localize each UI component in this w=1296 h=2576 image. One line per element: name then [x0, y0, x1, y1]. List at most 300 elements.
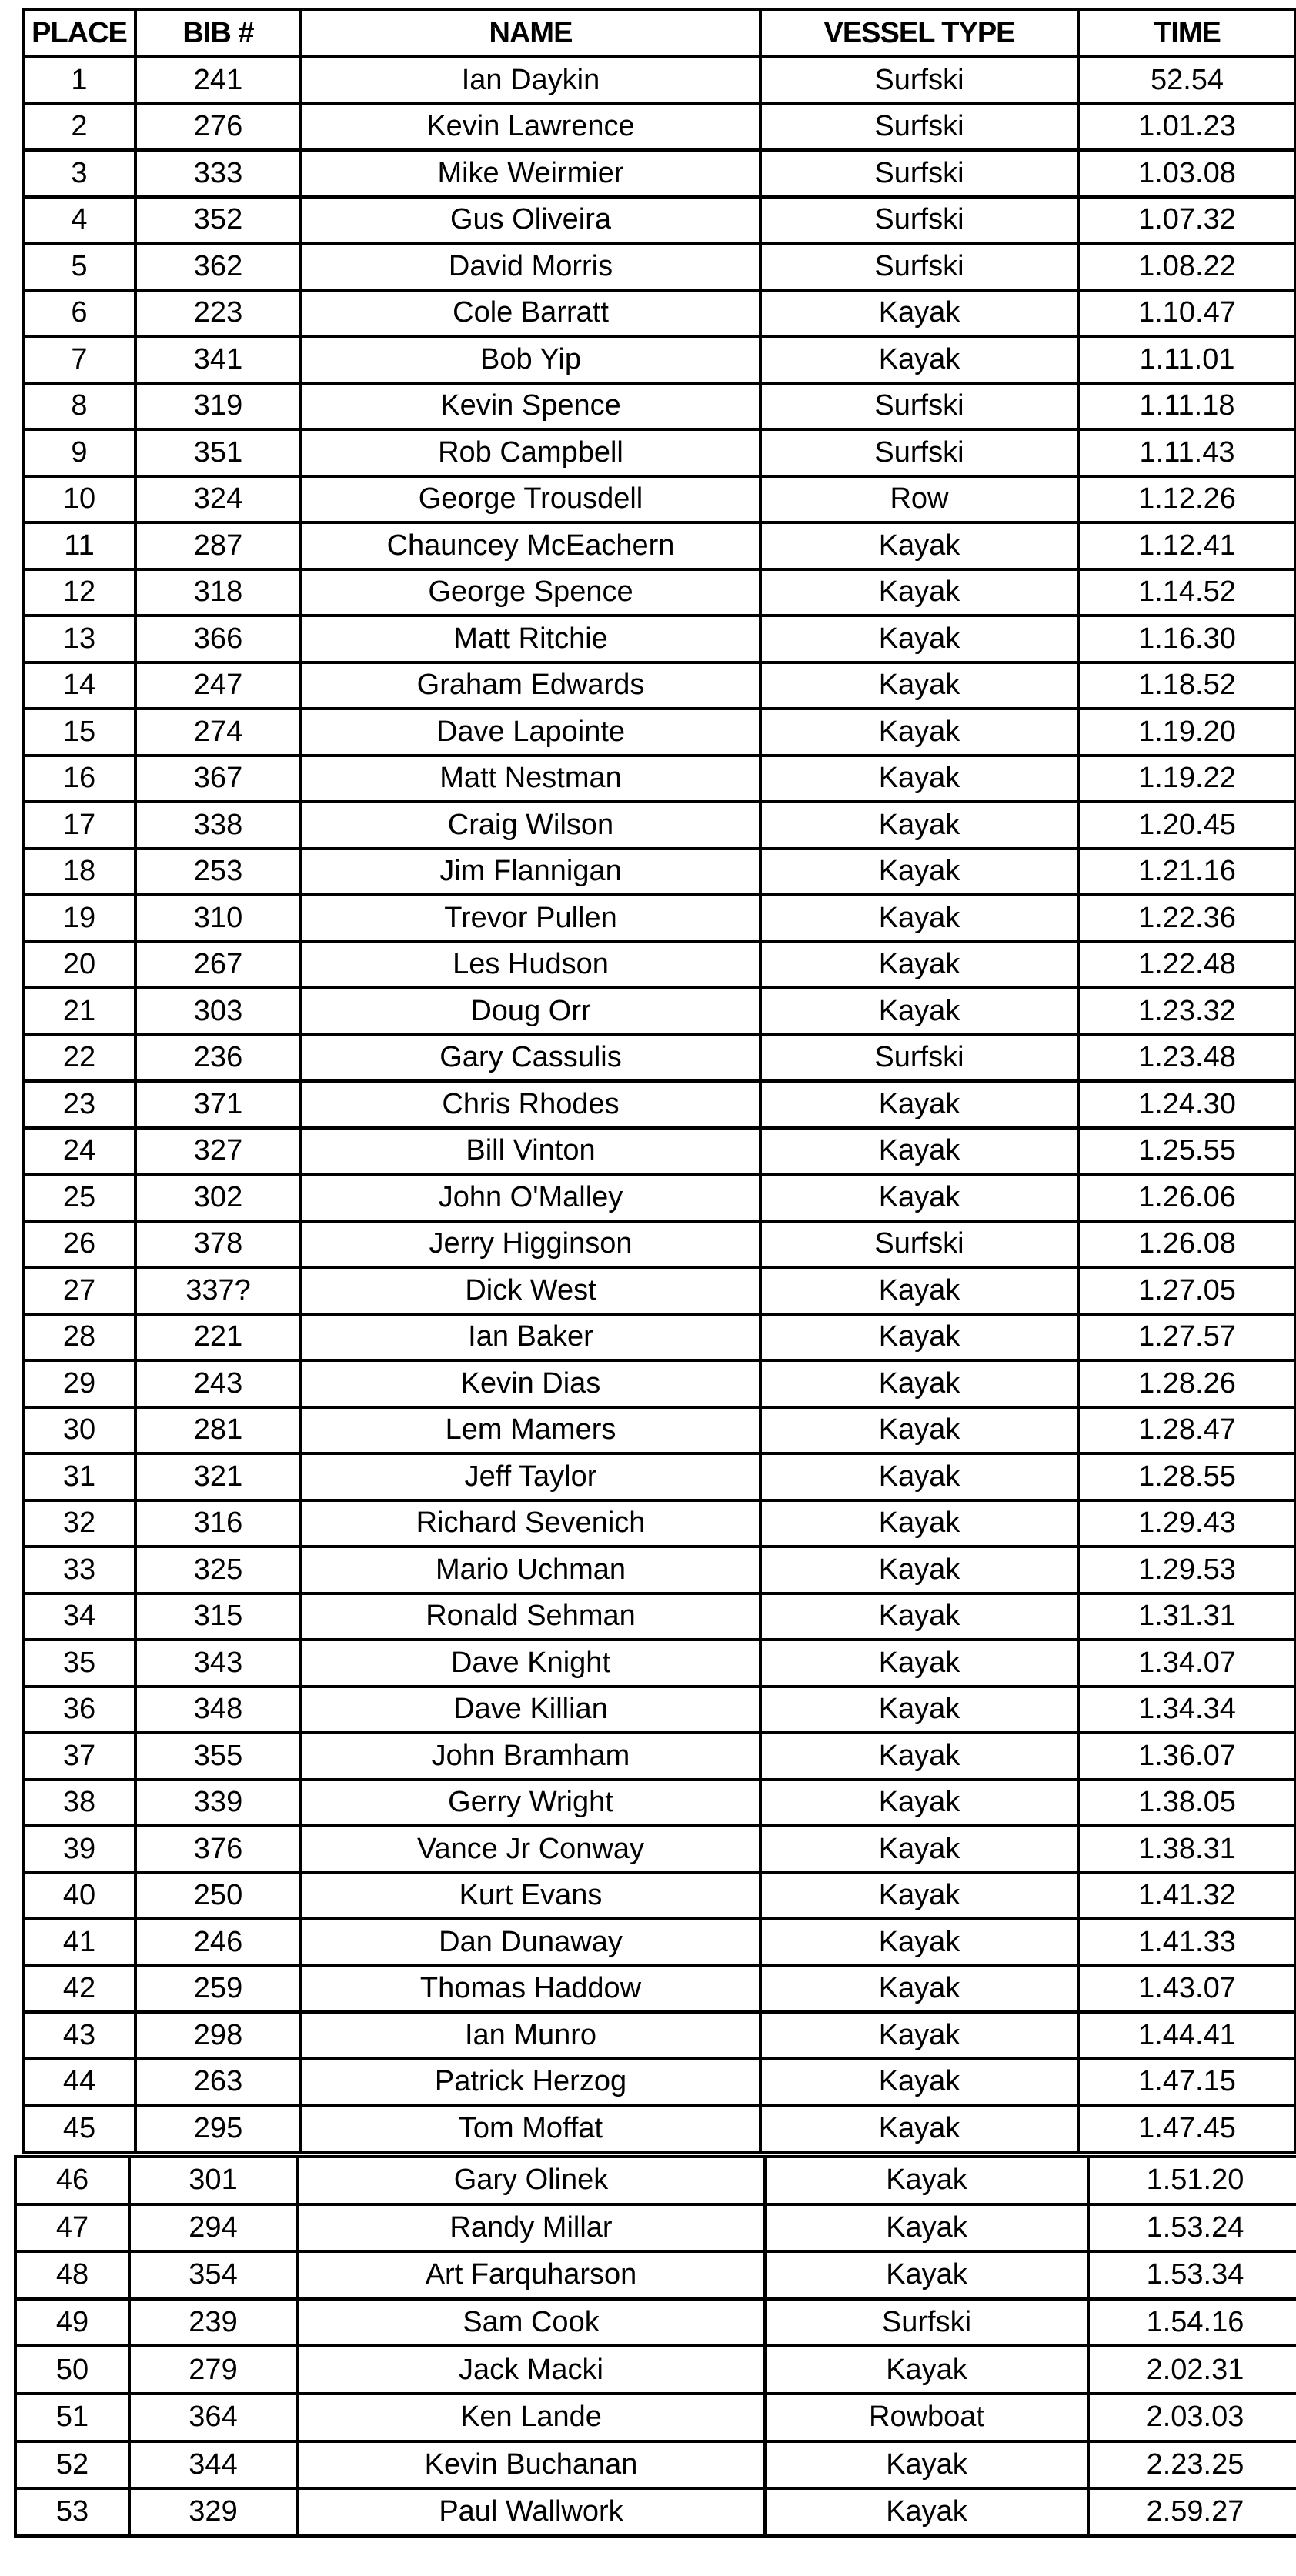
place-cell: 33 — [23, 1547, 135, 1593]
vessel-type-cell: Surfski — [760, 57, 1078, 104]
place-cell: 12 — [23, 569, 135, 616]
bib-cell: 321 — [135, 1453, 301, 1500]
place-cell: 6 — [23, 290, 135, 337]
table-row — [23, 2012, 1296, 2059]
place-cell: 32 — [23, 1500, 135, 1547]
name-cell: Mario Uchman — [301, 1547, 760, 1593]
place-cell: 44 — [23, 2059, 135, 2106]
time-cell: 1.44.41 — [1078, 2012, 1296, 2059]
table-row — [15, 2441, 1296, 2489]
time-cell: 1.38.05 — [1078, 1780, 1296, 1827]
table-row — [23, 57, 1296, 104]
time-cell: 1.29.43 — [1078, 1500, 1296, 1547]
name-cell: John O'Malley — [301, 1174, 760, 1221]
table-row — [15, 2346, 1296, 2394]
time-cell: 1.18.52 — [1078, 662, 1296, 709]
vessel-type-cell: Kayak — [760, 895, 1078, 942]
table-row — [23, 1081, 1296, 1128]
place-cell: 24 — [23, 1128, 135, 1175]
place-cell: 14 — [23, 662, 135, 709]
place-cell: 50 — [15, 2346, 129, 2394]
place-cell: 37 — [23, 1733, 135, 1780]
bib-cell: 250 — [135, 1873, 301, 1920]
vessel-type-cell: Kayak — [760, 1314, 1078, 1361]
name-cell: Graham Edwards — [301, 662, 760, 709]
name-cell: Sam Cook — [297, 2299, 765, 2347]
vessel-type-cell: Kayak — [760, 1360, 1078, 1407]
table-row — [23, 1500, 1296, 1547]
table-row — [23, 1453, 1296, 1500]
time-cell: 1.12.26 — [1078, 476, 1296, 523]
time-cell: 1.11.01 — [1078, 336, 1296, 383]
time-cell: 1.21.16 — [1078, 849, 1296, 896]
table-row — [23, 1407, 1296, 1454]
vessel-type-cell: Kayak — [760, 756, 1078, 802]
time-cell: 1.19.20 — [1078, 709, 1296, 756]
table-row — [23, 290, 1296, 337]
table-row — [23, 1687, 1296, 1733]
table-row — [23, 2059, 1296, 2106]
table-row — [23, 849, 1296, 896]
time-cell: 1.36.07 — [1078, 1733, 1296, 1780]
table-row — [23, 756, 1296, 802]
time-cell: 2.23.25 — [1088, 2441, 1296, 2489]
table-row — [23, 197, 1296, 244]
time-cell: 1.23.32 — [1078, 988, 1296, 1035]
vessel-type-cell: Kayak — [765, 2157, 1088, 2204]
name-cell: Les Hudson — [301, 942, 760, 989]
place-cell: 8 — [23, 383, 135, 430]
place-cell: 29 — [23, 1360, 135, 1407]
bib-cell: 348 — [135, 1687, 301, 1733]
vessel-type-cell: Kayak — [760, 1128, 1078, 1175]
name-cell: Art Farquharson — [297, 2251, 765, 2299]
bib-cell: 303 — [135, 988, 301, 1035]
table-row — [23, 1966, 1296, 2013]
place-cell: 16 — [23, 756, 135, 802]
time-cell: 1.38.31 — [1078, 1826, 1296, 1873]
table-row — [23, 522, 1296, 569]
vessel-type-cell: Kayak — [765, 2441, 1088, 2489]
time-cell: 1.53.34 — [1088, 2251, 1296, 2299]
bib-cell: 281 — [135, 1407, 301, 1454]
time-cell: 1.34.07 — [1078, 1640, 1296, 1687]
bib-cell: 341 — [135, 336, 301, 383]
vessel-type-cell: Kayak — [760, 290, 1078, 337]
time-cell: 1.27.57 — [1078, 1314, 1296, 1361]
time-cell: 1.41.33 — [1078, 1919, 1296, 1966]
time-cell: 1.47.45 — [1078, 2105, 1296, 2152]
place-cell: 19 — [23, 895, 135, 942]
place-cell: 47 — [15, 2204, 129, 2252]
table-row — [23, 1640, 1296, 1687]
time-cell: 1.29.53 — [1078, 1547, 1296, 1593]
time-cell: 1.25.55 — [1078, 1128, 1296, 1175]
bib-cell: 366 — [135, 616, 301, 662]
bib-cell: 362 — [135, 243, 301, 290]
bib-cell: 267 — [135, 942, 301, 989]
vessel-type-cell: Kayak — [760, 662, 1078, 709]
time-cell: 1.08.22 — [1078, 243, 1296, 290]
name-cell: John Bramham — [301, 1733, 760, 1780]
time-cell: 1.22.36 — [1078, 895, 1296, 942]
bib-cell: 367 — [135, 756, 301, 802]
name-cell: Kevin Lawrence — [301, 104, 760, 151]
name-cell: Thomas Haddow — [301, 1966, 760, 2013]
time-cell: 1.16.30 — [1078, 616, 1296, 662]
name-cell: Cole Barratt — [301, 290, 760, 337]
table-row — [23, 104, 1296, 151]
bib-cell: 333 — [135, 150, 301, 197]
bib-cell: 246 — [135, 1919, 301, 1966]
table-row — [23, 1826, 1296, 1873]
table-row — [23, 1547, 1296, 1593]
vessel-type-cell: Surfski — [760, 197, 1078, 244]
table-row — [23, 1593, 1296, 1640]
table-row — [23, 616, 1296, 662]
name-cell: Trevor Pullen — [301, 895, 760, 942]
bib-cell: 247 — [135, 662, 301, 709]
place-cell: 39 — [23, 1826, 135, 1873]
vessel-type-cell: Kayak — [760, 1407, 1078, 1454]
place-cell: 15 — [23, 709, 135, 756]
vessel-type-cell: Kayak — [765, 2251, 1088, 2299]
time-cell: 1.28.47 — [1078, 1407, 1296, 1454]
bib-cell: 295 — [135, 2105, 301, 2152]
name-cell: David Morris — [301, 243, 760, 290]
table-row — [23, 1035, 1296, 1082]
time-cell: 1.23.48 — [1078, 1035, 1296, 1082]
place-cell: 41 — [23, 1919, 135, 1966]
table-row — [23, 383, 1296, 430]
results-table-continuation — [14, 2155, 1296, 2538]
vessel-type-cell: Kayak — [760, 1826, 1078, 1873]
vessel-type-cell: Kayak — [765, 2204, 1088, 2252]
bib-cell: 352 — [135, 197, 301, 244]
table-row — [15, 2251, 1296, 2299]
table-row — [15, 2299, 1296, 2347]
vessel-type-cell: Kayak — [760, 1453, 1078, 1500]
table-row — [15, 2157, 1296, 2204]
bib-cell: 343 — [135, 1640, 301, 1687]
table-row — [23, 709, 1296, 756]
vessel-type-cell: Kayak — [760, 522, 1078, 569]
place-cell: 17 — [23, 802, 135, 849]
vessel-type-cell: Kayak — [760, 1780, 1078, 1827]
time-cell: 2.59.27 — [1088, 2488, 1296, 2536]
name-cell: Jack Macki — [297, 2346, 765, 2394]
table-row — [23, 802, 1296, 849]
place-cell: 7 — [23, 336, 135, 383]
header-row — [23, 9, 1296, 57]
name-cell: Kevin Buchanan — [297, 2441, 765, 2489]
bib-cell: 259 — [135, 1966, 301, 2013]
time-cell: 1.34.34 — [1078, 1687, 1296, 1733]
name-cell: Jerry Higginson — [301, 1221, 760, 1268]
time-cell: 1.11.18 — [1078, 383, 1296, 430]
bib-cell: 301 — [129, 2157, 297, 2204]
bib-cell: 364 — [129, 2394, 297, 2441]
table-row — [23, 988, 1296, 1035]
place-cell: 30 — [23, 1407, 135, 1454]
place-cell: 21 — [23, 988, 135, 1035]
name-cell: Craig Wilson — [301, 802, 760, 849]
vessel-type-cell: Surfski — [760, 429, 1078, 476]
time-cell: 1.41.32 — [1078, 1873, 1296, 1920]
vessel-type-cell: Kayak — [760, 709, 1078, 756]
bib-cell: 351 — [135, 429, 301, 476]
bib-cell: 338 — [135, 802, 301, 849]
name-cell: George Trousdell — [301, 476, 760, 523]
table-row — [23, 150, 1296, 197]
time-cell: 1.47.15 — [1078, 2059, 1296, 2106]
table-row — [15, 2204, 1296, 2252]
time-cell: 1.14.52 — [1078, 569, 1296, 616]
bib-cell: 243 — [135, 1360, 301, 1407]
bib-cell: 221 — [135, 1314, 301, 1361]
bib-cell: 329 — [129, 2488, 297, 2536]
bib-cell: 318 — [135, 569, 301, 616]
place-cell: 40 — [23, 1873, 135, 1920]
name-cell: Ian Daykin — [301, 57, 760, 104]
bib-cell: 324 — [135, 476, 301, 523]
table-row — [23, 1873, 1296, 1920]
table-row — [23, 1919, 1296, 1966]
bib-cell: 315 — [135, 1593, 301, 1640]
name-cell: George Spence — [301, 569, 760, 616]
table-row — [15, 2488, 1296, 2536]
time-cell: 1.27.05 — [1078, 1267, 1296, 1314]
bib-cell: 302 — [135, 1174, 301, 1221]
place-cell: 13 — [23, 616, 135, 662]
time-cell: 1.26.08 — [1078, 1221, 1296, 1268]
vessel-type-cell: Kayak — [760, 1640, 1078, 1687]
bib-cell: 287 — [135, 522, 301, 569]
table-row — [23, 569, 1296, 616]
results-table — [22, 8, 1296, 2154]
results-table-continuation-body — [15, 2157, 1296, 2536]
vessel-type-cell: Kayak — [760, 1267, 1078, 1314]
name-cell: Chauncey McEachern — [301, 522, 760, 569]
vessel-type-cell: Surfski — [760, 243, 1078, 290]
table-row — [23, 336, 1296, 383]
place-cell: 22 — [23, 1035, 135, 1082]
table-row — [23, 1780, 1296, 1827]
table-row — [23, 1221, 1296, 1268]
place-cell: 20 — [23, 942, 135, 989]
name-cell: Doug Orr — [301, 988, 760, 1035]
place-cell: 3 — [23, 150, 135, 197]
bib-cell: 376 — [135, 1826, 301, 1873]
name-cell: Gary Cassulis — [301, 1035, 760, 1082]
time-cell: 1.51.20 — [1088, 2157, 1296, 2204]
time-cell: 1.01.23 — [1078, 104, 1296, 151]
table-row — [23, 1267, 1296, 1314]
bib-cell: 378 — [135, 1221, 301, 1268]
name-cell: Kevin Spence — [301, 383, 760, 430]
bib-cell: 263 — [135, 2059, 301, 2106]
time-cell: 1.20.45 — [1078, 802, 1296, 849]
bib-cell: 241 — [135, 57, 301, 104]
bib-cell: 319 — [135, 383, 301, 430]
vessel-type-cell: Surfski — [760, 1221, 1078, 1268]
vessel-type-cell: Kayak — [760, 1733, 1078, 1780]
column-header-time: TIME — [1078, 9, 1296, 57]
name-cell: Dave Killian — [301, 1687, 760, 1733]
table-row — [23, 476, 1296, 523]
name-cell: Lem Mamers — [301, 1407, 760, 1454]
vessel-type-cell: Surfski — [765, 2299, 1088, 2347]
name-cell: Ronald Sehman — [301, 1593, 760, 1640]
name-cell: Gerry Wright — [301, 1780, 760, 1827]
table-row — [23, 1128, 1296, 1175]
name-cell: Gus Oliveira — [301, 197, 760, 244]
table-row — [15, 2394, 1296, 2441]
table-row — [23, 2105, 1296, 2152]
time-cell: 1.31.31 — [1078, 1593, 1296, 1640]
vessel-type-cell: Kayak — [765, 2488, 1088, 2536]
name-cell: Ian Baker — [301, 1314, 760, 1361]
place-cell: 52 — [15, 2441, 129, 2489]
table-row — [23, 429, 1296, 476]
bib-cell: 253 — [135, 849, 301, 896]
name-cell: Jim Flannigan — [301, 849, 760, 896]
bib-cell: 371 — [135, 1081, 301, 1128]
table-row — [23, 662, 1296, 709]
place-cell: 46 — [15, 2157, 129, 2204]
time-cell: 1.26.06 — [1078, 1174, 1296, 1221]
bib-cell: 236 — [135, 1035, 301, 1082]
name-cell: Richard Sevenich — [301, 1500, 760, 1547]
vessel-type-cell: Kayak — [760, 802, 1078, 849]
bib-cell: 325 — [135, 1547, 301, 1593]
vessel-type-cell: Kayak — [760, 1593, 1078, 1640]
time-cell: 52.54 — [1078, 57, 1296, 104]
bib-cell: 276 — [135, 104, 301, 151]
time-cell: 1.07.32 — [1078, 197, 1296, 244]
bib-cell: 239 — [129, 2299, 297, 2347]
vessel-type-cell: Kayak — [760, 1547, 1078, 1593]
vessel-type-cell: Kayak — [765, 2346, 1088, 2394]
place-cell: 26 — [23, 1221, 135, 1268]
place-cell: 23 — [23, 1081, 135, 1128]
column-header-vessel-type: VESSEL TYPE — [760, 9, 1078, 57]
time-cell: 1.12.41 — [1078, 522, 1296, 569]
name-cell: Chris Rhodes — [301, 1081, 760, 1128]
place-cell: 25 — [23, 1174, 135, 1221]
vessel-type-cell: Kayak — [760, 2059, 1078, 2106]
place-cell: 11 — [23, 522, 135, 569]
time-cell: 1.43.07 — [1078, 1966, 1296, 2013]
name-cell: Vance Jr Conway — [301, 1826, 760, 1873]
time-cell: 1.28.26 — [1078, 1360, 1296, 1407]
vessel-type-cell: Kayak — [760, 1500, 1078, 1547]
column-header-place: PLACE — [23, 9, 135, 57]
bib-cell: 310 — [135, 895, 301, 942]
table-row — [23, 1314, 1296, 1361]
bib-cell: 294 — [129, 2204, 297, 2252]
vessel-type-cell: Surfski — [760, 1035, 1078, 1082]
vessel-type-cell: Row — [760, 476, 1078, 523]
place-cell: 51 — [15, 2394, 129, 2441]
time-cell: 2.02.31 — [1088, 2346, 1296, 2394]
vessel-type-cell: Kayak — [760, 1687, 1078, 1733]
name-cell: Randy Millar — [297, 2204, 765, 2252]
vessel-type-cell: Surfski — [760, 383, 1078, 430]
name-cell: Rob Campbell — [301, 429, 760, 476]
name-cell: Matt Nestman — [301, 756, 760, 802]
table-row — [23, 1174, 1296, 1221]
place-cell: 31 — [23, 1453, 135, 1500]
name-cell: Bill Vinton — [301, 1128, 760, 1175]
vessel-type-cell: Kayak — [760, 988, 1078, 1035]
name-cell: Dick West — [301, 1267, 760, 1314]
vessel-type-cell: Kayak — [760, 1081, 1078, 1128]
time-cell: 2.03.03 — [1088, 2394, 1296, 2441]
bib-cell: 344 — [129, 2441, 297, 2489]
vessel-type-cell: Kayak — [760, 336, 1078, 383]
name-cell: Dan Dunaway — [301, 1919, 760, 1966]
vessel-type-cell: Kayak — [760, 1873, 1078, 1920]
place-cell: 38 — [23, 1780, 135, 1827]
vessel-type-cell: Kayak — [760, 942, 1078, 989]
table-row — [23, 1733, 1296, 1780]
bib-cell: 274 — [135, 709, 301, 756]
table-row — [23, 243, 1296, 290]
place-cell: 53 — [15, 2488, 129, 2536]
place-cell: 18 — [23, 849, 135, 896]
name-cell: Kevin Dias — [301, 1360, 760, 1407]
place-cell: 1 — [23, 57, 135, 104]
name-cell: Bob Yip — [301, 336, 760, 383]
vessel-type-cell: Kayak — [760, 1919, 1078, 1966]
time-cell: 1.24.30 — [1078, 1081, 1296, 1128]
name-cell: Dave Lapointe — [301, 709, 760, 756]
name-cell: Paul Wallwork — [297, 2488, 765, 2536]
table-row — [23, 895, 1296, 942]
name-cell: Gary Olinek — [297, 2157, 765, 2204]
place-cell: 42 — [23, 1966, 135, 2013]
column-header-name: NAME — [301, 9, 760, 57]
place-cell: 43 — [23, 2012, 135, 2059]
name-cell: Tom Moffat — [301, 2105, 760, 2152]
name-cell: Dave Knight — [301, 1640, 760, 1687]
name-cell: Ian Munro — [301, 2012, 760, 2059]
place-cell: 5 — [23, 243, 135, 290]
bib-cell: 223 — [135, 290, 301, 337]
bib-cell: 355 — [135, 1733, 301, 1780]
time-cell: 1.54.16 — [1088, 2299, 1296, 2347]
vessel-type-cell: Rowboat — [765, 2394, 1088, 2441]
vessel-type-cell: Kayak — [760, 569, 1078, 616]
vessel-type-cell: Surfski — [760, 104, 1078, 151]
vessel-type-cell: Kayak — [760, 616, 1078, 662]
time-cell: 1.22.48 — [1078, 942, 1296, 989]
place-cell: 9 — [23, 429, 135, 476]
time-cell: 1.19.22 — [1078, 756, 1296, 802]
table-row — [23, 942, 1296, 989]
name-cell: Ken Lande — [297, 2394, 765, 2441]
vessel-type-cell: Kayak — [760, 2105, 1078, 2152]
time-cell: 1.03.08 — [1078, 150, 1296, 197]
name-cell: Kurt Evans — [301, 1873, 760, 1920]
table-row — [23, 1360, 1296, 1407]
name-cell: Matt Ritchie — [301, 616, 760, 662]
place-cell: 35 — [23, 1640, 135, 1687]
place-cell: 36 — [23, 1687, 135, 1733]
vessel-type-cell: Kayak — [760, 1174, 1078, 1221]
place-cell: 4 — [23, 197, 135, 244]
